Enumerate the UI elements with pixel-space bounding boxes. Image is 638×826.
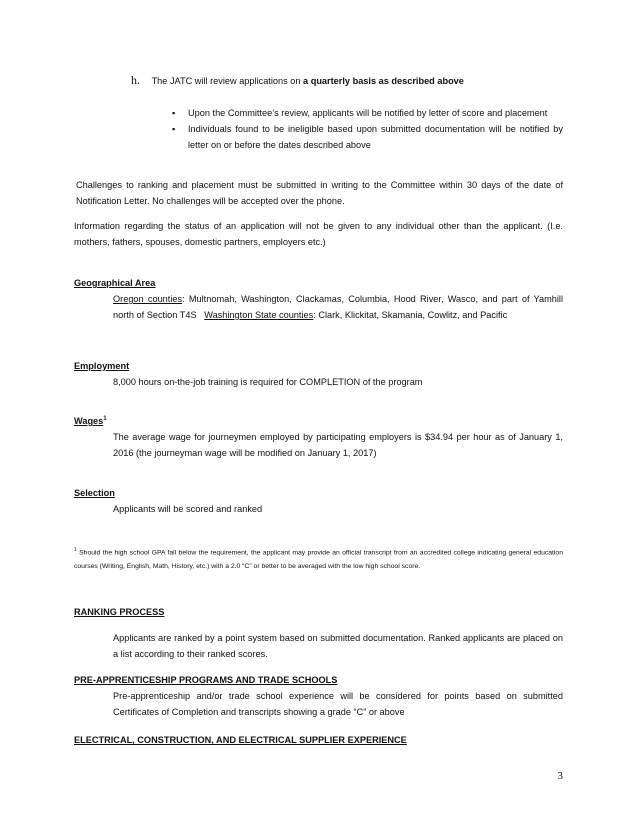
- electrical-heading: ELECTRICAL, CONSTRUCTION, AND ELECTRICAL SUPPLIER EXPERIENCE: [74, 735, 407, 745]
- challenges-text: Challenges to ranking and placement must be submitted in writing to the Committee within 30 days of the date of Notification Letter. No challenges will be accepted over the phone.: [76, 180, 563, 206]
- geo-heading: Geographical Area: [74, 278, 156, 288]
- item-h-marker: h.: [131, 73, 140, 87]
- item-h-bold-text: a quarterly basis as described above: [303, 76, 464, 86]
- geo-section: [74, 275, 563, 323]
- ranking-section: [74, 604, 563, 662]
- information-paragraph: [74, 218, 563, 250]
- information-text: Information regarding the status of an application will not be given to any individual other than the applicant. (I.e. mothers, fathers, spouses, domestic partners, employers etc.): [74, 221, 563, 247]
- selection-text: Applicants will be scored and ranked: [113, 504, 263, 514]
- electrical-section: [74, 732, 563, 748]
- item-h-bullets: [172, 105, 563, 153]
- washington-counties-label: Washington State counties: [204, 310, 314, 320]
- selection-section: [74, 485, 563, 517]
- employment-section: [74, 358, 563, 390]
- preapp-text: Pre-apprenticeship and/or trade school experience will be considered for points based on submitted Certificates of Completion and transcripts showing a grade “C” or above: [113, 691, 563, 717]
- page-number: 3: [557, 770, 563, 782]
- employment-heading: Employment: [74, 361, 130, 371]
- wages-heading-line: [74, 411, 563, 429]
- geo-text: [113, 291, 563, 323]
- ranking-text: Applicants are ranked by a point system based on submitted documentation. Ranked applicants are placed on a list according to their ranked scores.: [113, 633, 563, 659]
- bullet-item: ▪ Upon the Committee’s review, applicants will be notified by letter of score and placement: [172, 105, 563, 121]
- wages-section: [74, 411, 563, 461]
- item-h: [131, 72, 563, 89]
- challenges-paragraph: [76, 177, 563, 209]
- oregon-counties-label: Oregon counties: [113, 294, 183, 304]
- wages-footnote-mark: 1: [103, 416, 107, 422]
- employment-text: 8,000 hours on-the-job training is required for COMPLETION of the program: [113, 377, 423, 387]
- selection-heading: Selection: [74, 488, 115, 498]
- oregon-counties-text: : Multnomah, Washington, Clackamas, Columbia, Hood River, Wasco, and part of Yamhill north of Section T4S: [113, 294, 563, 320]
- footnote-text: Should the high school GPA fall below the requirement, the applicant may provide an official transcript from an accredited college indicating general education courses (Writing, English, Math, History, etc.) with a 2.0 “C” or better to be averaged with the low high school score.: [74, 549, 563, 571]
- wages-text: The average wage for journeymen employed by participating employers is $34.94 per hour as of January 1, 2016 (the journeyman wage will be modified on January 1, 2017): [113, 432, 563, 459]
- wages-heading: Wages: [74, 416, 104, 427]
- item-h-text: The JATC will review applications on: [151, 76, 304, 86]
- washington-counties-text: : Clark, Klickitat, Skamania, Cowlitz, and Pacific: [313, 310, 508, 320]
- preapp-section: [74, 672, 563, 720]
- footnote-mark: 1: [74, 547, 77, 553]
- bullet-item: ▪ Individuals found to be ineligible based upon submitted documentation will be notified by letter on or before the dates described above: [172, 121, 563, 153]
- ranking-heading: RANKING PROCESS: [74, 607, 165, 617]
- preapp-heading: PRE-APPRENTICESHIP PROGRAMS AND TRADE SCHOOLS: [74, 675, 338, 685]
- footnote: [74, 543, 563, 574]
